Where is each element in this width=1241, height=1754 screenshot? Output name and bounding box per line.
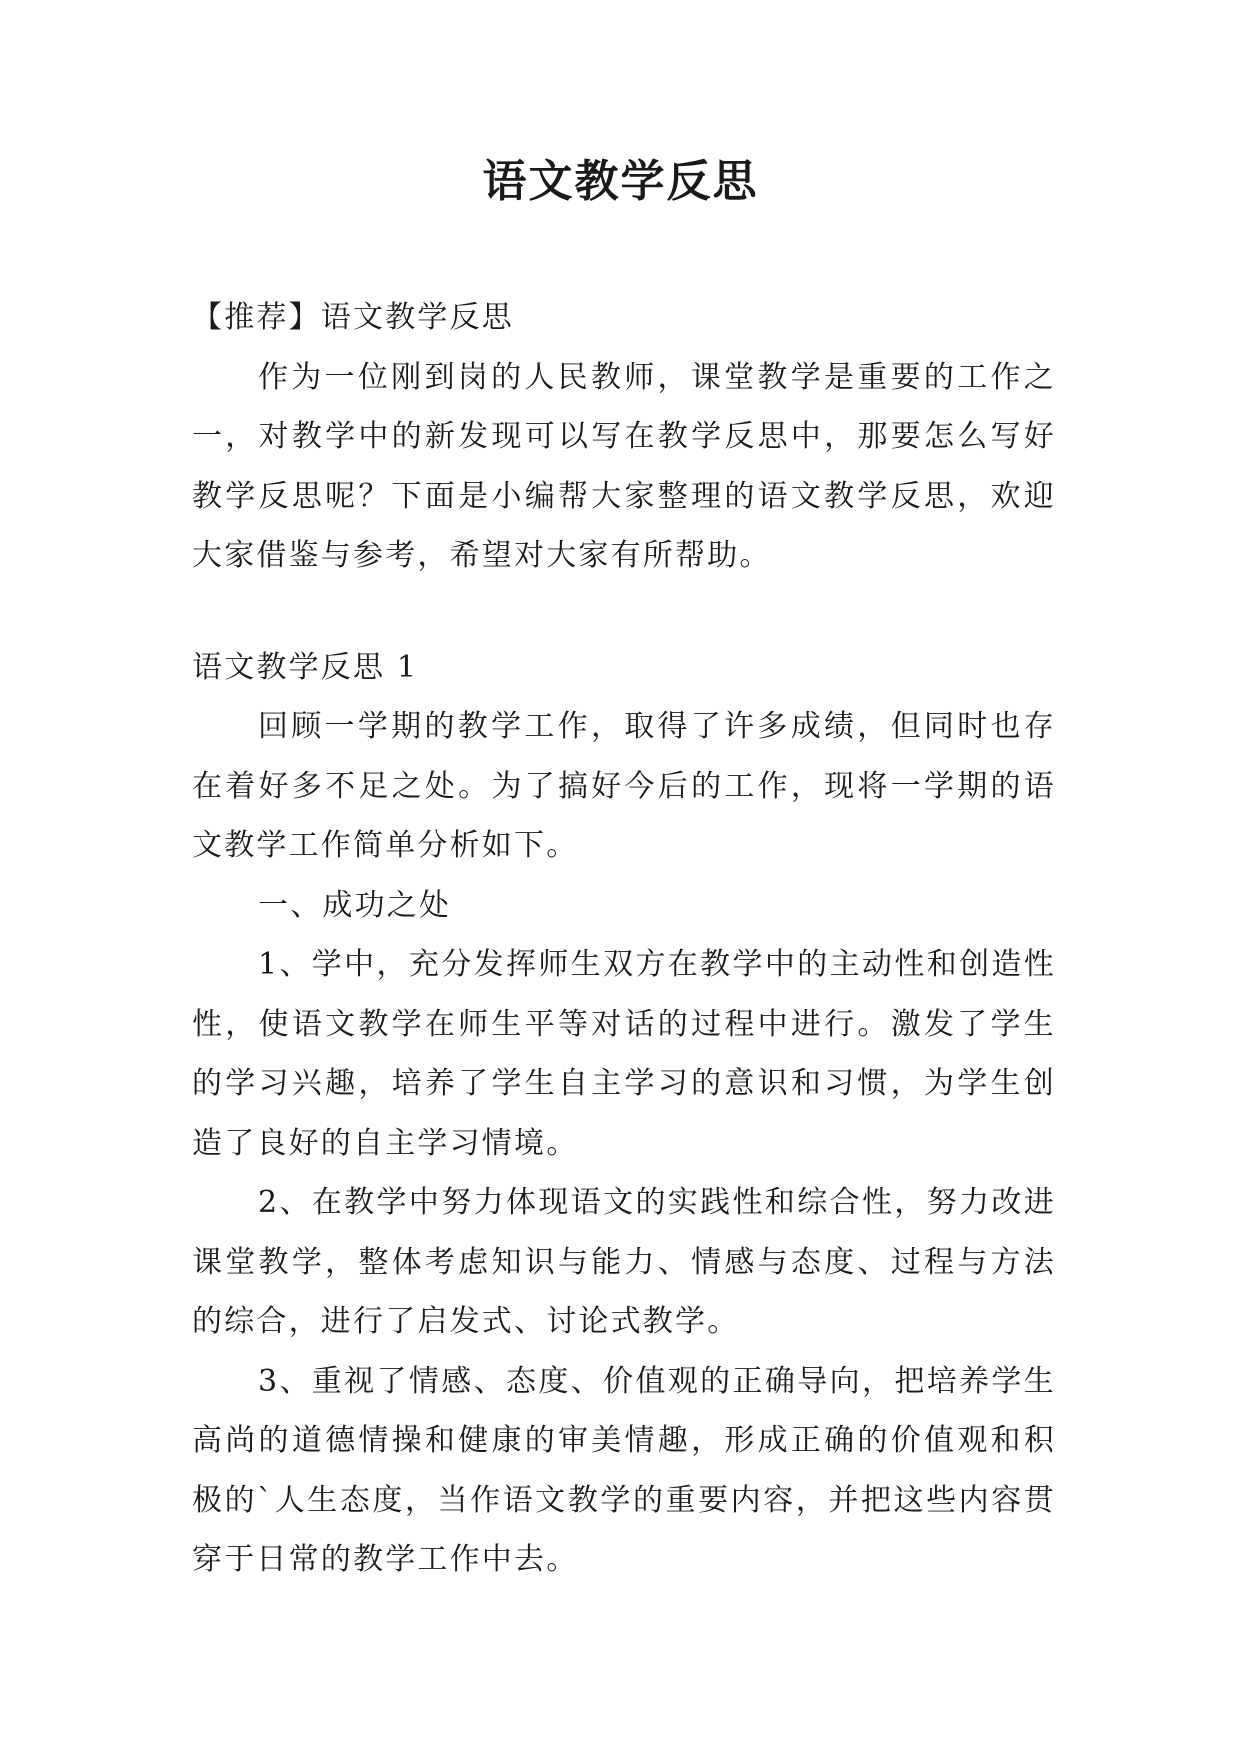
point-paragraph-1: 1、学中，充分发挥师生双方在教学中的主动性和创造性性，使语文教学在师生平等对话的过程中进行。激发了学生的学习兴趣，培养了学生自主学习的意识和习惯，为学生创造了良好的自主学习情境。 (192, 947, 1056, 1161)
section-heading: 语文教学反思 1 (192, 649, 419, 685)
lead-line: 【推荐】语文教学反思 (192, 300, 514, 335)
intro-paragraph: 作为一位刚到岗的人民教师，课堂教学是重要的工作之一，对教学中的新发现可以写在教学反思中，那要怎么写好教学反思呢？下面是小编帮大家整理的语文教学反思，欢迎大家借鉴与参考，希望对大家有所帮助。 (192, 359, 1056, 573)
document-body (192, 288, 1056, 1590)
section-spacer (192, 586, 1056, 638)
point-paragraph-2: 2、在教学中努力体现语文的实践性和综合性，努力改进课堂教学，整体考虑知识与能力、情感与态度、过程与方法的综合，进行了启发式、讨论式教学。 (192, 1185, 1056, 1339)
document-title: 语文教学反思 (482, 156, 759, 207)
subheading: 一、成功之处 (258, 887, 452, 923)
section-intro-paragraph: 回顾一学期的教学工作，取得了许多成绩，但同时也存在着好多不足之处。为了搞好今后的工作，现将一学期的语文教学工作简单分析如下。 (192, 709, 1056, 863)
point-paragraph-3: 3、重视了情感、态度、价值观的正确导向，把培养学生高尚的道德情操和健康的审美情趣，形成正确的价值观和积极的`人生态度，当作语文教学的重要内容，并把这些内容贯穿于日常的教学工作中去。 (192, 1363, 1056, 1577)
